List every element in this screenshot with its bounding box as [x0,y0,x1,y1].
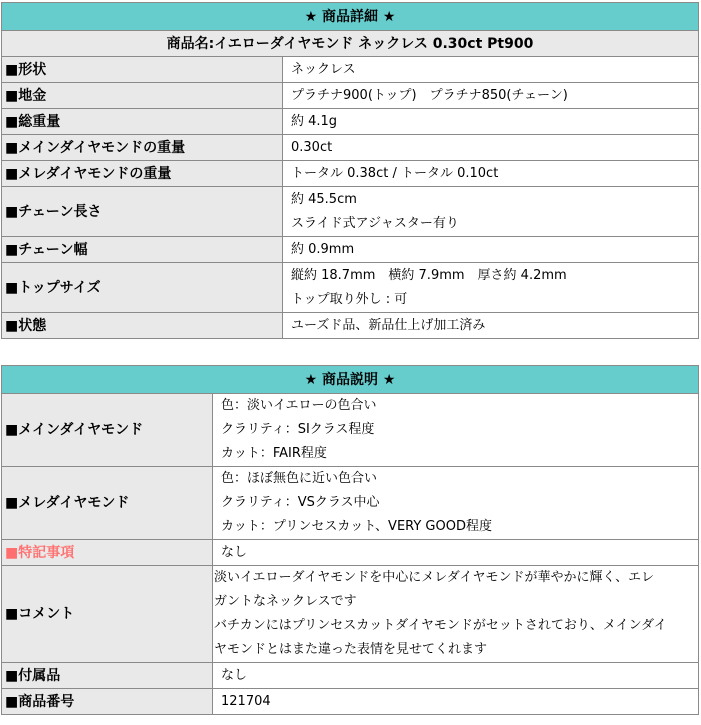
desc-value-line: クラリティ：SIクラス程度 [221,422,375,437]
desc-value: 121704 [213,689,699,715]
spec-value: 約 4.1g [283,109,699,135]
spec-value: ネックレス [283,57,699,83]
spec-label: ■総重量 [2,109,283,135]
spec-label: ■トップサイズ [2,263,283,313]
spec-value: 約 0.9mm [283,237,699,263]
spec-value-line: スライド式アジャスター有り [291,215,459,231]
desc-value-line: カット：プリンセスカット、VERY GOOD程度 [221,519,492,534]
spec-label: ■チェーン長さ [2,187,283,237]
product-name: 商品名:イエローダイヤモンド ネックレス 0.30ct Pt900 [2,31,699,57]
spec-value [283,263,699,313]
desc-value-line: 淡いイエローダイヤモンドを中心にメレダイヤモンドが華やかに輝く、エレ [214,570,655,585]
spec-label: ■地金 [2,83,283,109]
desc-row-special-notes [2,540,699,566]
desc-value-line: バチカンにはプリンセスカットダイヤモンドがセットされており、メインダイ [214,618,667,633]
desc-value-line: ガントなネックレスです [214,594,357,609]
spec-title: ★ 商品詳細 ★ [2,3,699,31]
desc-value-line: クラリティ：VSクラス中心 [221,495,380,510]
desc-value-line: 色：ほぼ無色に近い色合い [221,471,378,486]
spec-row-main-diamond-weight [2,135,699,161]
spec-value: 0.30ct [283,135,699,161]
desc-label: ■付属品 [2,663,213,689]
spec-row-weight [2,109,699,135]
spec-value [283,187,699,237]
desc-row-main-diamond [2,394,699,467]
spec-value-line: トップ取り外し : 可 [291,291,408,307]
description-table [1,365,699,715]
desc-row-item-number [2,689,699,715]
desc-label: ■メインダイヤモンド [2,394,213,467]
desc-value: なし [213,663,699,689]
spec-row-top-size [2,263,699,313]
description-title: ★ 商品説明 ★ [2,366,699,394]
spec-table [1,2,699,339]
spec-row-chain-length [2,187,699,237]
spec-label: ■形状 [2,57,283,83]
spec-label: ■メレダイヤモンドの重量 [2,161,283,187]
desc-row-comment [2,566,699,663]
spec-row-melee-diamond-weight [2,161,699,187]
desc-value [213,467,699,540]
desc-label-special: ■特記事項 [2,540,213,566]
spec-value: トータル 0.38ct / トータル 0.10ct [283,161,699,187]
desc-row-accessories [2,663,699,689]
desc-row-melee-diamond [2,467,699,540]
desc-value-line: 色：淡いイエローの色合い [221,398,377,413]
spec-row-condition [2,313,699,339]
spec-row-chain-width [2,237,699,263]
spec-value: ユーズド品、新品仕上げ加工済み [283,313,699,339]
spec-label: ■チェーン幅 [2,237,283,263]
desc-value [213,394,699,467]
desc-value [213,566,699,663]
spec-value: プラチナ900(トップ) プラチナ850(チェーン) [283,83,699,109]
desc-label: ■商品番号 [2,689,213,715]
spec-label: ■状態 [2,313,283,339]
desc-label: ■コメント [2,566,213,663]
desc-label: ■メレダイヤモンド [2,467,213,540]
desc-value: なし [213,540,699,566]
spec-row-metal [2,83,699,109]
spec-row-shape [2,57,699,83]
desc-value-line: ヤモンドとはまた違った表情を見せてくれます [214,642,488,657]
spec-value-line: 縦約 18.7mm 横約 7.9mm 厚さ約 4.2mm [291,267,567,283]
spec-value-line: 約 45.5cm [291,191,357,207]
desc-value-line: カット：FAIR程度 [221,446,327,461]
spec-label: ■メインダイヤモンドの重量 [2,135,283,161]
